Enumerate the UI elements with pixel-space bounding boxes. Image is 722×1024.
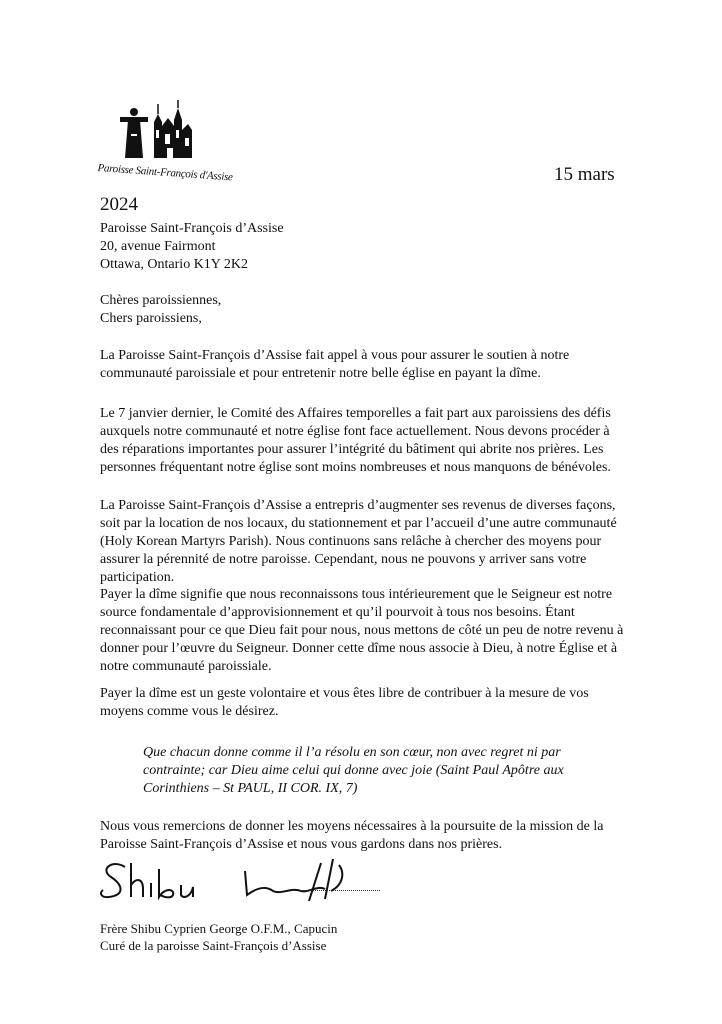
signer-name: Frère Shibu Cyprien George O.F.M., Capucin [100, 921, 338, 936]
paragraph-3: La Paroisse Saint-François d’Assise a entrepris d’augmenter ses revenus de diverses façons, soit par la location de nos locaux, du stationnement et par l’accueil d’une autre communauté (Holy Korean Martyrs Parish). Nous continuons sans relâche à chercher des moyens pour assurer la pérennité de notre paroisse. Cependant, nous ne pouvons y arriver sans votre participation. [100, 498, 617, 585]
address-line: Ottawa, Ontario K1Y 2K2 [100, 257, 249, 272]
closing-paragraph: Nous vous remercions de donner les moyens nécessaires à la poursuite de la mission de la Paroisse Saint-François d’Assise et nous vous gardons dans nos prières. [100, 819, 604, 852]
salutation [100, 292, 221, 328]
paragraph-2: Le 7 janvier dernier, le Comité des Affaires temporelles a fait part aux paroissiens des défis auxquels notre communauté et notre église font face actuellement. Nous devons procéder à des réparations importantes pour assurer l’intégrité du bâtiment qui abrite nos prières. Les personnes fréquentant notre église sont moins nombreuses et nous manquons de bénévoles. [100, 406, 611, 475]
paragraph-5: Payer la dîme est un geste volontaire et vous êtes libre de contribuer à la mesure de vos moyens comme vous le désirez. [100, 686, 589, 719]
paragraph-1: La Paroisse Saint-François d’Assise fait appel à vous pour assurer le soutien à notre communauté paroissiale et pour entretenir notre belle église en payant la dîme. [100, 348, 570, 381]
signature-line [300, 890, 380, 891]
letter-date-day: 15 mars [554, 164, 615, 185]
scripture-quote: Que chacun donne comme il l’a résolu en son cœur, non avec regret ni par contrainte; car Dieu aime celui qui donne avec joie (Saint Paul Apôtre aux Corinthiens – St PAUL, II COR. IX, 7) [143, 745, 564, 796]
handwritten-signature [95, 855, 395, 905]
friar-and-church-icon [112, 100, 202, 162]
address-line: Paroisse Saint-François d’Assise [100, 221, 284, 236]
address-line: 20, avenue Fairmont [100, 239, 216, 254]
signer-block [100, 920, 337, 954]
paragraph-4: Payer la dîme signifie que nous reconnaissons tous intérieurement que le Seigneur est notre source fondamentale d’approvisionnement et qu’il pourvoit à tous nos besoins. Étant reconnaissant pour ce que Dieu fait pour nous, nous mettons de côté un peu de notre revenu à donner pour l’œuvre du Seigneur. Donner cette dîme nous associe à Dieu, à notre Église et à notre communauté paroissiale. [100, 587, 624, 674]
logo-text: Paroisse Saint-François d'Assise [97, 162, 234, 184]
salutation-line: Chers paroissiens, [100, 311, 202, 326]
letter-date-year: 2024 [100, 194, 138, 215]
salutation-line: Chères paroissiennes, [100, 293, 222, 308]
signer-title: Curé de la paroisse Saint-François d’Assise [100, 938, 327, 953]
parish-logo [96, 100, 236, 184]
recipient-address [100, 220, 284, 274]
